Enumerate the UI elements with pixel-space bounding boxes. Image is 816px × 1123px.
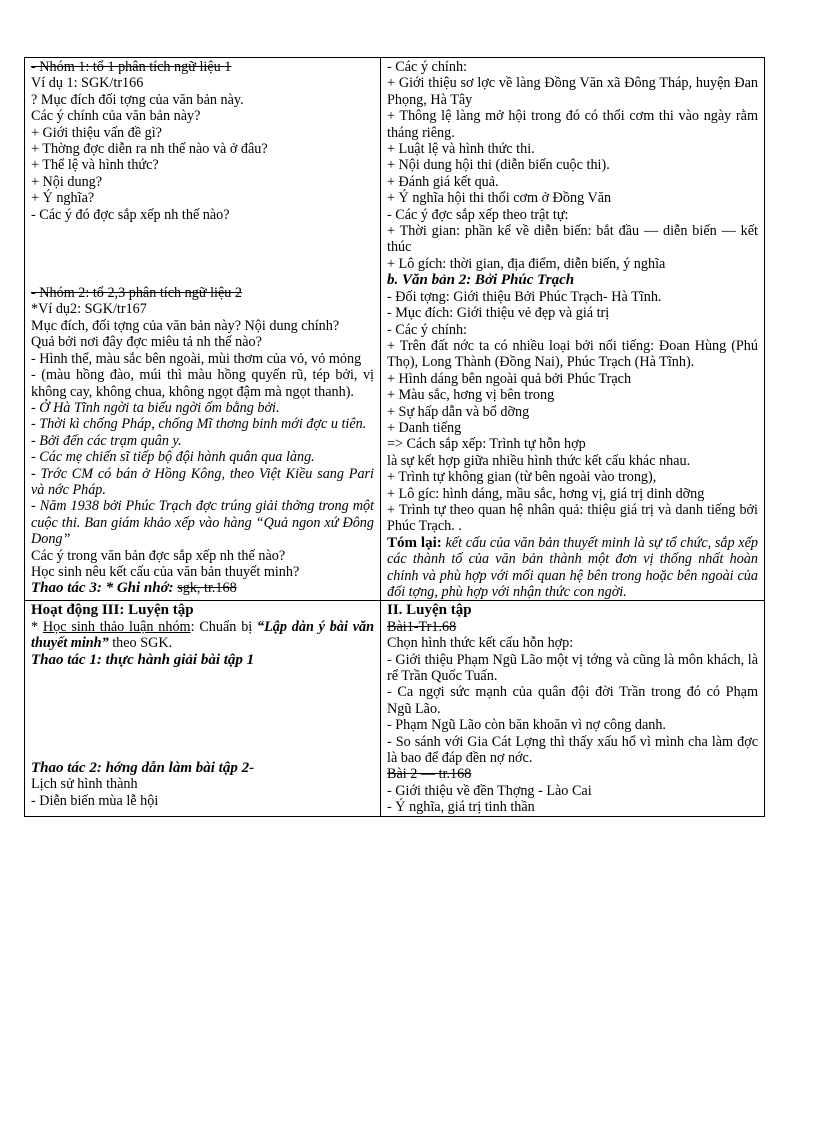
text-line: + Ý nghĩa hội thi thổi cơm ở Đồng Văn xyxy=(387,190,612,207)
text-line: - Đối tợng: Giới thiệu Bởi Phúc Trạch- Hà Tĩnh. xyxy=(387,288,662,305)
text-line: Mục đích, đối tợng của văn bản này? Nội dung chính? xyxy=(31,317,340,334)
italic-line: - Ở Hà Tĩnh ngời ta biếu ngời ốm bằng bởi. xyxy=(31,399,280,416)
text-line: + Màu sắc, hơng vị bên trong xyxy=(387,387,555,404)
text-line: + Trên đất nớc ta có nhiều loại bởi nổi tiếng: Đoan Hùng (Phú Thọ), Long Thành (Đồng Nai), Phúc Trạch (Hà Tĩnh). xyxy=(387,337,758,371)
italic-line: - Các mẹ chiến sĩ tiếp bộ đội hành quân qua làng. xyxy=(31,449,315,466)
text-line: + Nội dung? xyxy=(31,173,103,190)
table-row-practice xyxy=(25,601,765,816)
text-line: Các ý trong văn bản đợc sắp xếp nh thế nào? xyxy=(31,547,286,564)
spacer xyxy=(31,668,374,730)
task-prefix: * xyxy=(31,618,39,635)
text-line: - (màu hồng đào, múi thì màu hồng quyến rũ, tép bởi, vị không cay, không chua, không ngọt đậm mà ngọt thanh). xyxy=(31,367,374,400)
thao-tac-1: Thao tác 1: thực hành giải bài tập 1 xyxy=(31,651,255,668)
cell-top-left xyxy=(25,58,381,601)
text-line: - Mục đích: Giới thiệu vẻ đẹp và giá trị xyxy=(387,305,610,322)
cell-top-right xyxy=(381,58,765,601)
text-line: Chọn hình thức kết cấu hỗn hợp: xyxy=(387,635,574,652)
text-line: + Lô gíc: hình dáng, mầu sắc, hơng vị, giá trị dinh dỡng xyxy=(387,485,705,502)
text-line: - Giới thiệu về đền Thợng - Lào Cai xyxy=(387,782,592,799)
thao-tac-3-label: Thao tác 3: * Ghi nhớ: xyxy=(31,580,174,597)
italic-line: - Bởi đến các trạm quân y. xyxy=(31,432,182,449)
text-line: + Trình tự theo quan hệ nhân quả: thiệu giá trị và danh tiếng bởi Phúc Trạch. . xyxy=(387,501,758,535)
text-line: - Hình thể, màu sắc bên ngoài, mùi thơm của vỏ, vỏ mỏng xyxy=(31,350,362,367)
text-line: Ví dụ 1: SGK/tr166 xyxy=(31,75,144,92)
italic-line: - Thời kì chống Pháp, chống Mĩ thơng binh mới đợc u tiên. xyxy=(31,416,367,433)
text-line: + Ý nghĩa? xyxy=(31,190,95,207)
activity-heading: Hoạt động III: Luyện tập xyxy=(31,602,194,619)
text-line: + Nội dung hội thi (diễn biến cuộc thi). xyxy=(387,157,610,174)
task-tail: theo SGK. xyxy=(108,635,173,652)
text-line: - So sánh với Gia Cát Lợng thì thấy xấu hổ vì mình cha làm đợc là bao để đáp đền nợ nớc. xyxy=(387,733,758,767)
text-line: - Các ý chính: xyxy=(387,59,467,75)
group2-heading: - Nhóm 2: tổ 2,3 phân tích ngữ liệu 2 xyxy=(31,285,243,302)
text-line: - Ca ngợi sức mạnh của quân đội đời Trần trong đó có Phạm Ngũ Lão. xyxy=(387,684,758,717)
italic-line: - Năm 1938 bởi Phúc Trạch đợc trúng giải thởng trong một cuộc thi. Ban giám khảo xếp vào hàng “Quả ngon xứ Đông Dong” xyxy=(31,498,374,548)
text-line: + Trình tự không gian (từ bên ngoài vào trong), xyxy=(387,469,657,486)
text-line: - Diễn biến mùa lễ hội xyxy=(31,792,159,809)
text-line: + Thể lệ và hình thức? xyxy=(31,157,159,174)
text-line: Quả bởi nơi đây đợc miêu tả nh thế nào? xyxy=(31,334,262,351)
italic-line: - Trớc CM có bán ở Hồng Kông, theo Việt Kiều sang Pari và nớc Pháp. xyxy=(31,465,374,498)
text-line: - Phạm Ngũ Lão còn băn khoăn vì nợ công danh. xyxy=(387,717,666,734)
summary-label: Tóm lại: xyxy=(387,534,442,551)
spacer xyxy=(31,730,374,760)
text-line: *Ví dụ2: SGK/tr167 xyxy=(31,301,147,318)
text-line: + Danh tiếng xyxy=(387,419,462,436)
thao-tac-2: Thao tác 2: hớng dẫn làm bài tập 2- xyxy=(31,760,255,777)
thao-tac-3 xyxy=(31,580,374,596)
text-line: + Giới thiệu vấn đề gì? xyxy=(31,124,162,141)
task-line xyxy=(31,619,374,652)
cell-bottom-right xyxy=(381,601,765,816)
text-line: là sự kết hợp giữa nhiều hình thức kết cấu khác nhau. xyxy=(387,452,691,469)
exercise-1-label: Bài1-Tr1.68 xyxy=(387,618,457,635)
text-line: + Sự hấp dẫn và bổ dỡng xyxy=(387,403,530,420)
text-line: - Các ý đó đợc sắp xếp nh thế nào? xyxy=(31,206,230,223)
text-line: + Đánh giá kết quả. xyxy=(387,173,499,190)
text-line: - Giới thiệu Phạm Ngũ Lão một vị tớng và cũng là môn khách, là rể Trần Quốc Tuấn. xyxy=(387,651,758,685)
table-row-analysis xyxy=(25,58,765,601)
text-line: + Luật lệ và hình thức thi. xyxy=(387,141,535,158)
text-line: => Cách sắp xếp: Trình tự hỗn hợp xyxy=(387,436,586,453)
thao-tac-3-ref: sgk, tr.168 xyxy=(177,580,237,597)
lesson-table xyxy=(24,57,765,817)
group1-heading: - Nhóm 1: tổ 1 phân tích ngữ liệu 1 xyxy=(31,59,232,75)
cell-bottom-left xyxy=(25,601,381,816)
task-title: “Lập dàn ý bài văn thuyết minh” xyxy=(31,618,375,652)
task-rest: : Chuẩn bị xyxy=(190,618,253,635)
practice-heading: II. Luyện tập xyxy=(387,602,472,619)
text-line: Học sinh nêu kết cấu của văn bản thuyết minh? xyxy=(31,563,300,580)
text-line: + Thông lệ làng mở hội trong đó có thổi cơm thi vào ngày rằm tháng riêng. xyxy=(387,108,758,141)
text-line: + Lô gích: thời gian, địa điểm, diễn biến, ý nghĩa xyxy=(387,255,666,272)
text-line: + Thời gian: phần kể về diễn biến: bắt đầu — diễn biến — kết thúc xyxy=(387,223,758,256)
text-line: - Các ý đợc sắp xếp theo trật tự: xyxy=(387,206,569,223)
summary-text: kết cấu của văn bản thuyết minh là sự tổ chức, sắp xếp các thành tố của văn bản thành một đơn vị thống nhất hoàn chỉnh và phù hợp với mối quan hệ bên trong hoặc bên ngoài của đối tợng, phù hợp với nhận thức con ngời. xyxy=(387,534,758,600)
text-line: - Ý nghĩa, giá trị tinh thần xyxy=(387,799,535,816)
text-line: ? Mục đích đối tợng của văn bản này. xyxy=(31,91,244,108)
exercise-2-label: Bài 2 — tr.168 xyxy=(387,766,472,783)
text-line: - Các ý chính: xyxy=(387,321,467,338)
heading-text-2: b. Văn bản 2: Bởi Phúc Trạch xyxy=(387,272,575,289)
text-line: + Giới thiệu sơ lợc về làng Đồng Văn xã Đông Tháp, huyện Đan Phọng, Hà Tây xyxy=(387,75,758,108)
spacer xyxy=(31,223,374,285)
task-underlined: Học sinh thảo luận nhóm xyxy=(42,618,191,635)
text-line: + Hình dáng bên ngoài quả bởi Phúc Trạch xyxy=(387,370,632,387)
text-line: Các ý chính của văn bản này? xyxy=(31,108,201,125)
text-line: + Thờng đợc diễn ra nh thế nào và ở đâu? xyxy=(31,141,268,158)
summary xyxy=(387,535,758,601)
text-line: Lịch sử hình thành xyxy=(31,776,138,793)
